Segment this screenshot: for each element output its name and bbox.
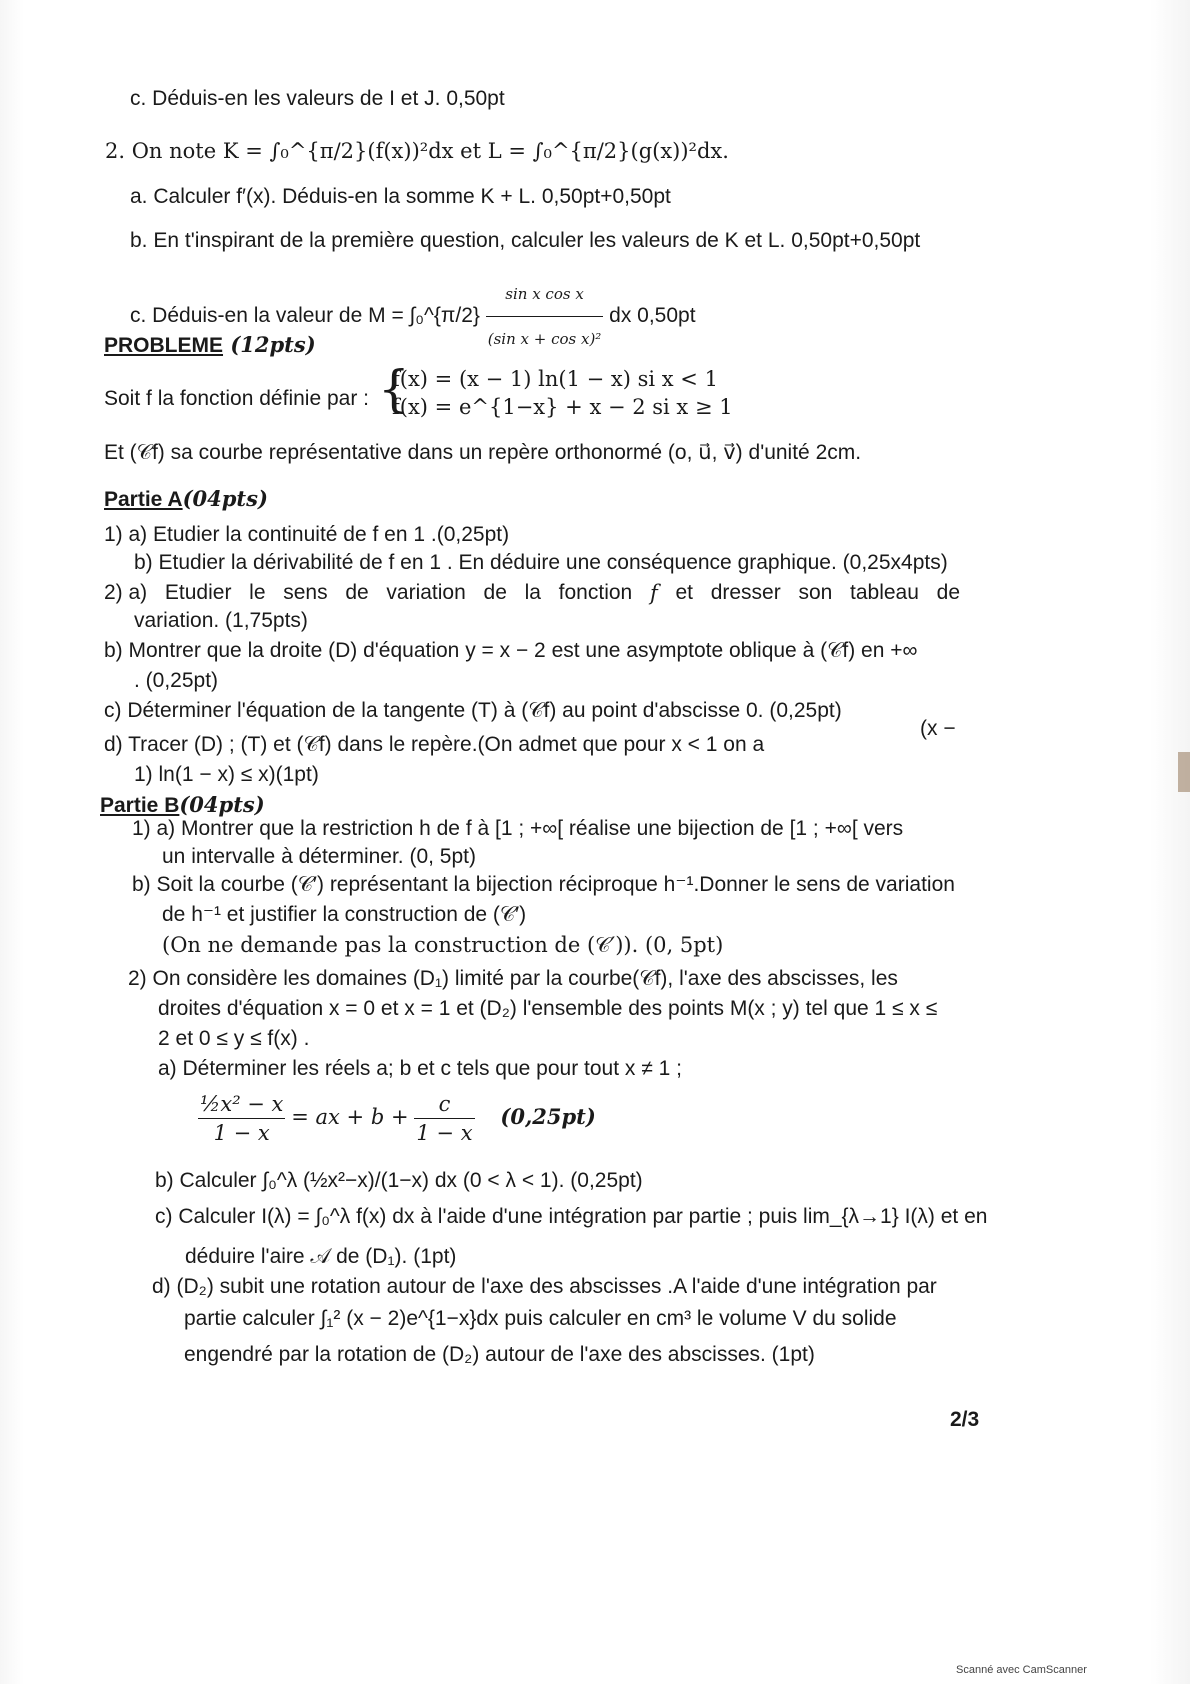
partie-b-heading xyxy=(100,792,265,819)
partie-a-d-line2: 1) ln(1 − x) ≤ x)(1pt) xyxy=(134,763,319,786)
word: le xyxy=(249,581,266,604)
word: variation xyxy=(386,581,466,604)
fraction-denominator: (sin x + cos x)² xyxy=(487,330,602,348)
question-2a: a. Calculer f′(x). Déduis-en la somme K + L. 0,50pt+0,50pt xyxy=(130,185,671,208)
partie-a-2a-line2: variation. (1,75pts) xyxy=(134,609,308,632)
word: sens xyxy=(283,581,328,604)
question-2b: b. En t'inspirant de la première question, calculer les valeurs de K et L. 0,50pt+0,50pt xyxy=(130,229,921,252)
partie-b-1b-line1: b) Soit la courbe (𝒞′) représentant la bijection réciproque h⁻¹.Donner le sens de variation xyxy=(132,873,955,896)
probleme-heading xyxy=(104,332,316,359)
word: et xyxy=(675,581,693,604)
left-fraction xyxy=(198,1090,285,1147)
partie-b-2c-line1: c) Calculer I(λ) = ∫₀^λ f(x) dx à l'aide d'une intégration par partie ; puis lim_{λ→1} I(λ) et en xyxy=(155,1205,988,1228)
partie-b-2d-line1: d) (D₂) subit une rotation autour de l'axe des abscisses .A l'aide d'une intégration par xyxy=(152,1275,937,1298)
partie-b-1a-line2: un intervalle à déterminer. (0, 5pt) xyxy=(162,845,476,868)
word: dresser xyxy=(710,581,781,604)
word: tableau xyxy=(850,581,919,604)
probleme-points: (12pts) xyxy=(223,332,316,357)
curve-description: Et (𝒞f) sa courbe représentative dans un repère orthonormé (o, u⃗, v⃗) d'unité 2cm. xyxy=(104,441,862,464)
partie-b-1a-line1: 1) a) Montrer que la restriction h de f à [1 ; +∞[ réalise une bijection de [1 ; +∞[ vers xyxy=(132,817,904,840)
partie-a-d-line1: d) Tracer (D) ; (T) et (𝒞f) dans le repère.(On admet que pour x < 1 on a xyxy=(104,733,765,756)
partie-b-points: (04pts) xyxy=(179,792,265,817)
equation-rhs: = ax + b + xyxy=(291,1105,409,1130)
right-fraction-numerator: c xyxy=(414,1090,474,1119)
word: 2) a) xyxy=(104,581,148,604)
partie-b-2-line3: 2 et 0 ≤ y ≤ f(x) . xyxy=(158,1027,310,1050)
partie-b-2-line2: droites d'équation x = 0 et x = 1 et (D₂) l'ensemble des points M(x ; y) tel que 1 ≤ x ≤ xyxy=(158,997,938,1020)
brace-symbol: { xyxy=(378,360,410,418)
word: son xyxy=(798,581,833,604)
word: f xyxy=(649,581,658,605)
partie-b-2a: a) Déterminer les réels a; b et c tels que pour tout x ≠ 1 ; xyxy=(158,1057,682,1080)
definition-case-1: f(x) = (x − 1) ln(1 − x) si x < 1 xyxy=(392,367,718,391)
partie-a-points: (04pts) xyxy=(182,486,268,511)
word: la xyxy=(524,581,541,604)
partie-a-b-line1: b) Montrer que la droite (D) d'équation y = x − 2 est une asymptote oblique à (𝒞f) en +∞ xyxy=(104,639,918,662)
right-fraction xyxy=(414,1090,474,1147)
decomposition-equation xyxy=(198,1090,596,1147)
equation-points: (0,25pt) xyxy=(500,1104,596,1130)
partie-b-title: Partie B xyxy=(100,794,180,817)
word: de xyxy=(483,581,507,604)
partie-b-2c-line2: déduire l'aire 𝒜 de (D₁). (1pt) xyxy=(185,1245,457,1268)
word: fonction xyxy=(558,581,633,604)
question-2c-suffix: dx 0,50pt xyxy=(609,304,696,328)
word: de xyxy=(936,581,960,604)
partie-b-2d-line2: partie calculer ∫₁² (x − 2)e^{1−x}dx puis calculer en cm³ le volume V du solide xyxy=(184,1307,897,1330)
partie-b-2-line1: 2) On considère les domaines (D₁) limité par la courbe(𝒞f), l'axe des abscisses, les xyxy=(128,967,898,990)
partie-b-1b-line3: (On ne demande pas la construction de (𝒞′)). (0, 5pt) xyxy=(162,933,724,957)
partie-a-heading xyxy=(104,486,268,513)
partie-b-2b: b) Calculer ∫₀^λ (½x²−x)/(1−x) dx (0 < λ < 1). (0,25pt) xyxy=(155,1169,643,1192)
word: Etudier xyxy=(164,581,232,604)
scanner-footer: Scanné avec CamScanner xyxy=(956,1664,1087,1676)
fraction-numerator: sin x cos x xyxy=(486,272,604,317)
scan-edge-mark xyxy=(1178,752,1190,792)
partie-a-1a: 1) a) Etudier la continuité de f en 1 .(0,25pt) xyxy=(104,523,510,546)
integrand-fraction xyxy=(486,272,604,361)
function-definition-label: Soit f la fonction définie par : xyxy=(104,387,369,410)
right-fraction-denominator: 1 − x xyxy=(416,1121,473,1145)
probleme-title: PROBLEME xyxy=(104,334,224,357)
partie-a-c: c) Déterminer l'équation de la tangente (T) à (𝒞f) au point d'abscisse 0. (0,25pt) xyxy=(104,699,842,722)
question-2-intro: 2. On note K = ∫₀^{π/2}(f(x))²dx et L = ∫₀^{π/2}(g(x))²dx. xyxy=(105,139,729,163)
partie-a-d-line1-end: (x − xyxy=(920,717,956,740)
page-number: 2/3 xyxy=(950,1408,980,1431)
partie-b-1b-line2: de h⁻¹ et justifier la construction de (𝒞′) xyxy=(162,903,527,926)
question-2c-prefix: c. Déduis-en la valeur de M = ∫₀^{π/2} xyxy=(130,304,480,328)
partie-a-2a-line1 xyxy=(104,580,960,606)
partie-b-2d-line3: engendré par la rotation de (D₂) autour de l'axe des abscisses. (1pt) xyxy=(184,1343,815,1366)
word: de xyxy=(345,581,369,604)
partie-a-title: Partie A xyxy=(104,488,183,511)
left-fraction-numerator: ½x² − x xyxy=(198,1090,285,1119)
left-fraction-denominator: 1 − x xyxy=(213,1121,270,1145)
definition-case-2: f(x) = e^{1−x} + x − 2 si x ≥ 1 xyxy=(392,395,733,419)
partie-a-1b: b) Etudier la dérivabilité de f en 1 . En déduire une conséquence graphique. (0,25x4pts) xyxy=(134,551,948,574)
partie-a-b-line2: . (0,25pt) xyxy=(134,669,219,692)
question-1c: c. Déduis-en les valeurs de I et J. 0,50pt xyxy=(130,87,505,110)
